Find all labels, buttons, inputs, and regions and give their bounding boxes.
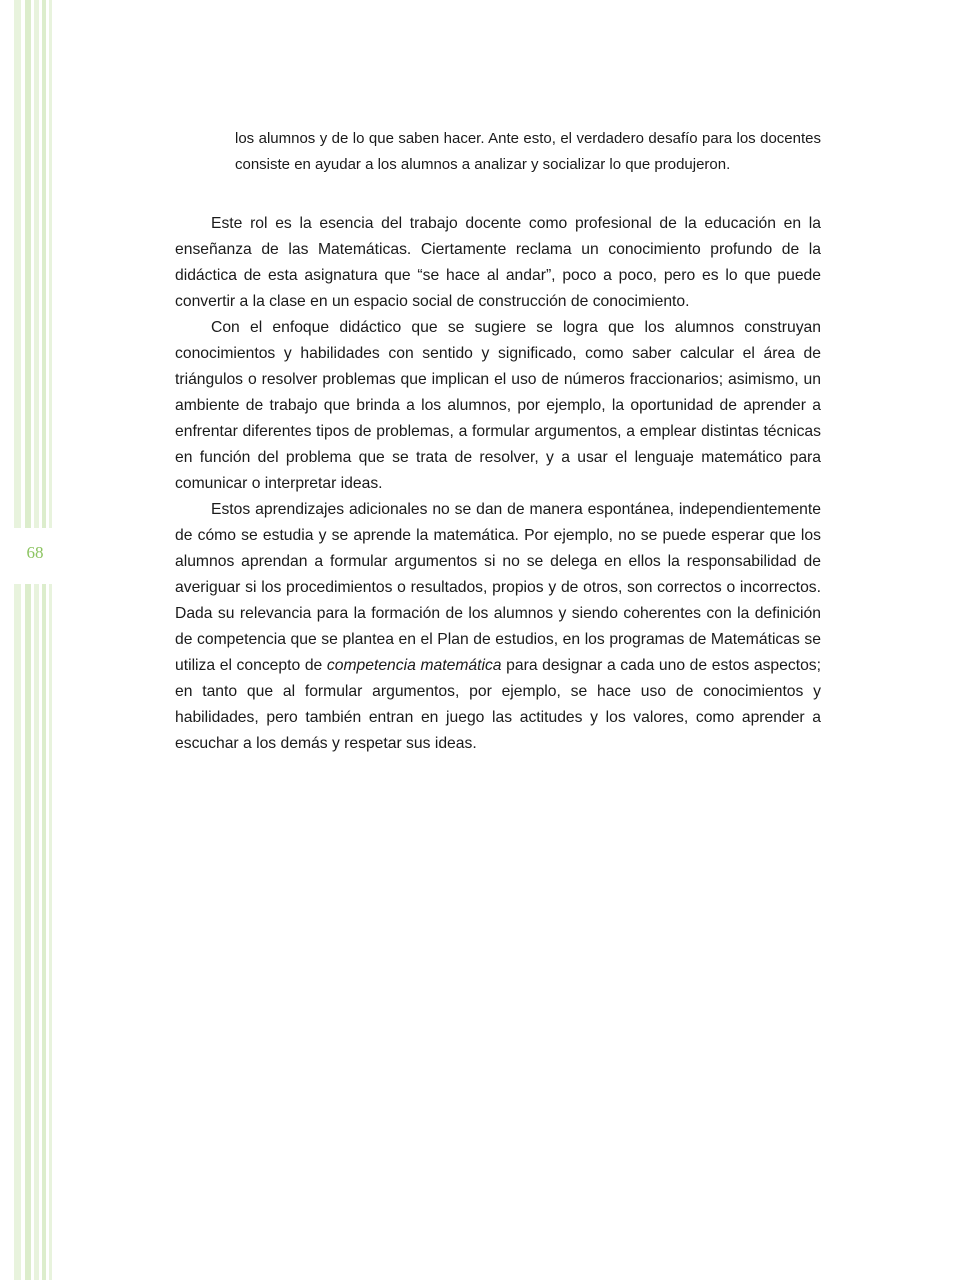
margin-stripes xyxy=(0,0,60,1280)
stripe xyxy=(42,0,46,1280)
paragraph: Este rol es la esencia del trabajo docente como profesional de la educación en la enseñanza de las Matemáticas. Ciertamente reclama un conocimiento profundo de la didáctica de esta asignatura que “se hace al andar”, poco a poco, pero es lo que puede convertir a la clase en un espacio social de construcción de conocimiento. xyxy=(175,215,821,310)
stripe xyxy=(14,0,21,1280)
stripe xyxy=(34,0,39,1280)
stripe xyxy=(49,0,52,1280)
paragraph xyxy=(175,497,821,757)
paragraph: Con el enfoque didáctico que se sugiere se logra que los alumnos construyan conocimientos y habilidades con sentido y significado, como saber calcular el área de triángulos o resolver problemas que implican el uso de números fraccionarios; asimismo, un ambiente de trabajo que brinda a los alumnos, por ejemplo, la oportunidad de aprender a enfrentar diferentes tipos de problemas, a formular argumentos, a emplear distintas técnicas en función del problema que se trata de resolver, y a usar el lenguaje matemático para comunicar o interpretar ideas. xyxy=(175,319,821,492)
paragraph-text: para designar a cada uno de estos aspectos; en tanto que al formular argumentos, por ejemplo, se hace uso de conocimientos y habilidades, pero también entran en juego las actitudes y los valores, como aprender a escuchar a los demás y respetar sus ideas. xyxy=(175,657,822,752)
emphasized-term: competencia matemática xyxy=(326,657,502,674)
stripe xyxy=(25,0,31,1280)
page-body xyxy=(175,126,821,757)
indented-quote: los alumnos y de lo que saben hacer. Ante esto, el verdadero desafío para los docentes consiste en ayudar a los alumnos a analizar y socializar lo que produjeron. xyxy=(235,130,821,173)
page-number: 68 xyxy=(26,543,44,562)
paragraph-text: Estos aprendizajes adicionales no se dan de manera espontánea, independientemente de cómo se estudia y se aprende la matemática. Por ejemplo, no se puede esperar que los alumnos aprendan a formular argumentos si no se delega en ellos la responsabilidad de averiguar si los procedimientos o resultados, propios y de otros, son correctos o incorrectos. Dada su relevancia para la formación de los alumnos y siendo coherentes con la definición de competencia que se plantea en el Plan de estudios, en los programas de Matemáticas se utiliza el concepto de xyxy=(175,501,821,674)
